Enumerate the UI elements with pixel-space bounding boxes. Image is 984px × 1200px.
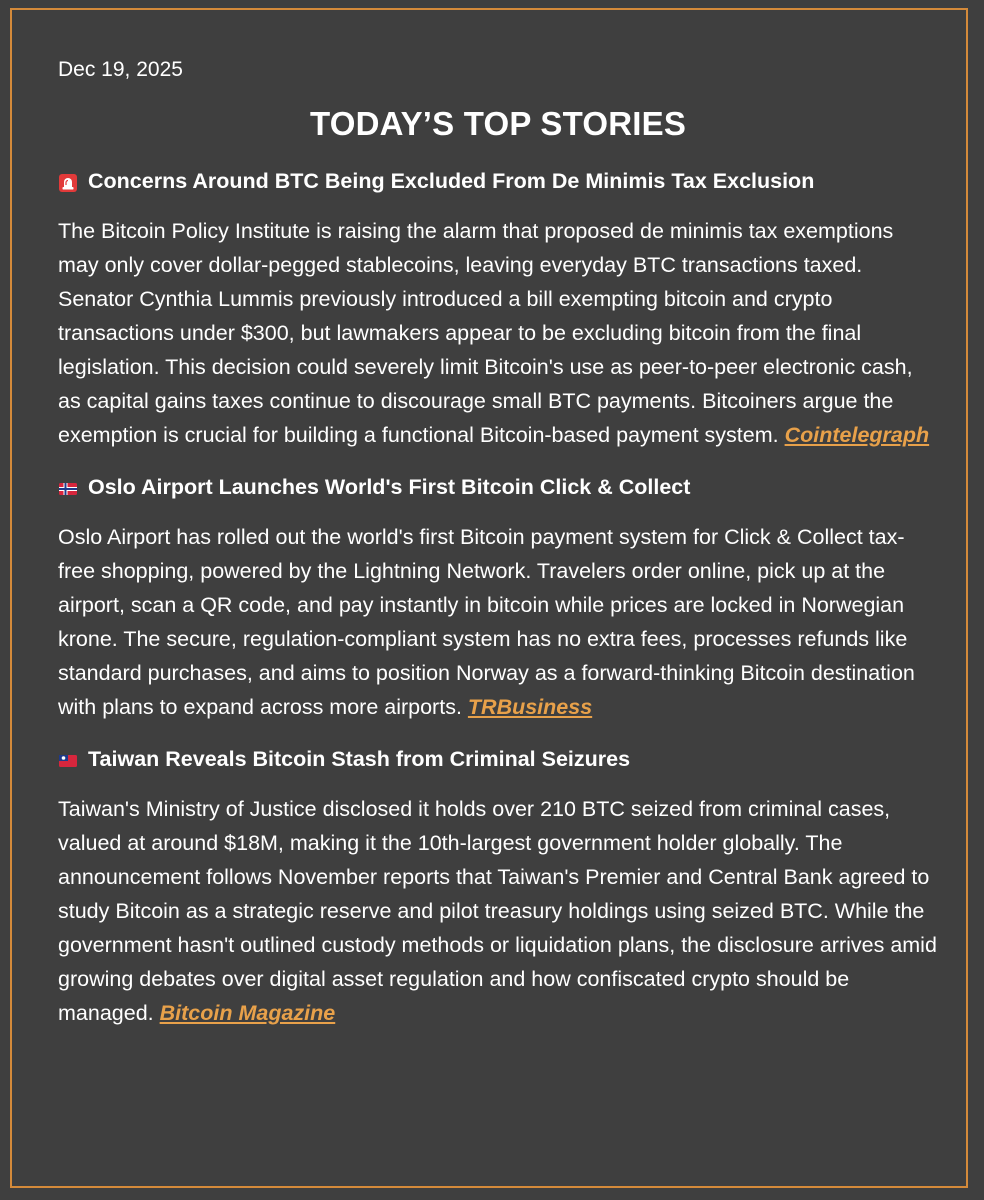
story-item bbox=[58, 472, 938, 724]
norway-flag-icon bbox=[58, 477, 78, 497]
story-headline-row bbox=[58, 166, 938, 196]
story-body bbox=[58, 520, 938, 724]
story-item bbox=[58, 744, 938, 1030]
story-body bbox=[58, 792, 938, 1030]
taiwan-flag-icon bbox=[58, 749, 78, 769]
date-label: Dec 19, 2025 bbox=[58, 58, 183, 81]
story-item bbox=[58, 166, 938, 452]
source-link-trbusiness[interactable]: TRBusiness bbox=[467, 695, 593, 719]
story-headline: Oslo Airport Launches World's First Bitcoin Click & Collect bbox=[88, 475, 691, 499]
siren-icon bbox=[58, 171, 78, 191]
story-body-text: Taiwan's Ministry of Justice disclosed it holds over 210 BTC seized from criminal cases, valued at around $18M, making it the 10th-largest government holder globally. The announcement follows November reports that Taiwan's Premier and Central Bank agreed to study Bitcoin as a strategic reserve and pilot treasury holdings using seized BTC. While the government hasn't outlined custody methods or liquidation plans, the disclosure arrives amid growing debates over digital asset regulation and how confiscated crypto should be managed. bbox=[58, 797, 937, 1025]
page-title: TODAY’S TOP STORIES bbox=[309, 105, 687, 142]
story-headline-row bbox=[58, 472, 938, 502]
source-link-cointelegraph[interactable]: Cointelegraph bbox=[784, 423, 930, 447]
story-headline-row bbox=[58, 744, 938, 774]
source-link-bitcoin-magazine[interactable]: Bitcoin Magazine bbox=[159, 1001, 336, 1025]
story-body-text: The Bitcoin Policy Institute is raising the alarm that proposed de minimis tax exemptions may only cover dollar-pegged stablecoins, leaving everyday BTC transactions taxed. Senator Cynthia Lummis previously introduced a bill exempting bitcoin and crypto transactions under $300, but lawmakers appear to be excluding bitcoin from the final legislation. This decision could severely limit Bitcoin's use as peer-to-peer electronic cash, as capital gains taxes continue to discourage small BTC payments. Bitcoiners argue the exemption is crucial for building a functional Bitcoin-based payment system. bbox=[58, 219, 913, 447]
story-headline: Concerns Around BTC Being Excluded From De Minimis Tax Exclusion bbox=[88, 169, 815, 193]
newsletter-content bbox=[58, 56, 938, 1050]
newsletter-frame bbox=[10, 8, 968, 1188]
story-body-text: Oslo Airport has rolled out the world's first Bitcoin payment system for Click & Collect tax-free shopping, powered by the Lightning Network. Travelers order online, pick up at the airport, scan a QR code, and pay instantly in bitcoin while prices are locked in Norwegian krone. The secure, regulation-compliant system has no extra fees, processes refunds like standard purchases, and aims to position Norway as a forward-thinking Bitcoin destination with plans to expand across more airports. bbox=[58, 525, 915, 719]
story-headline: Taiwan Reveals Bitcoin Stash from Criminal Seizures bbox=[88, 747, 631, 771]
story-body bbox=[58, 214, 938, 452]
